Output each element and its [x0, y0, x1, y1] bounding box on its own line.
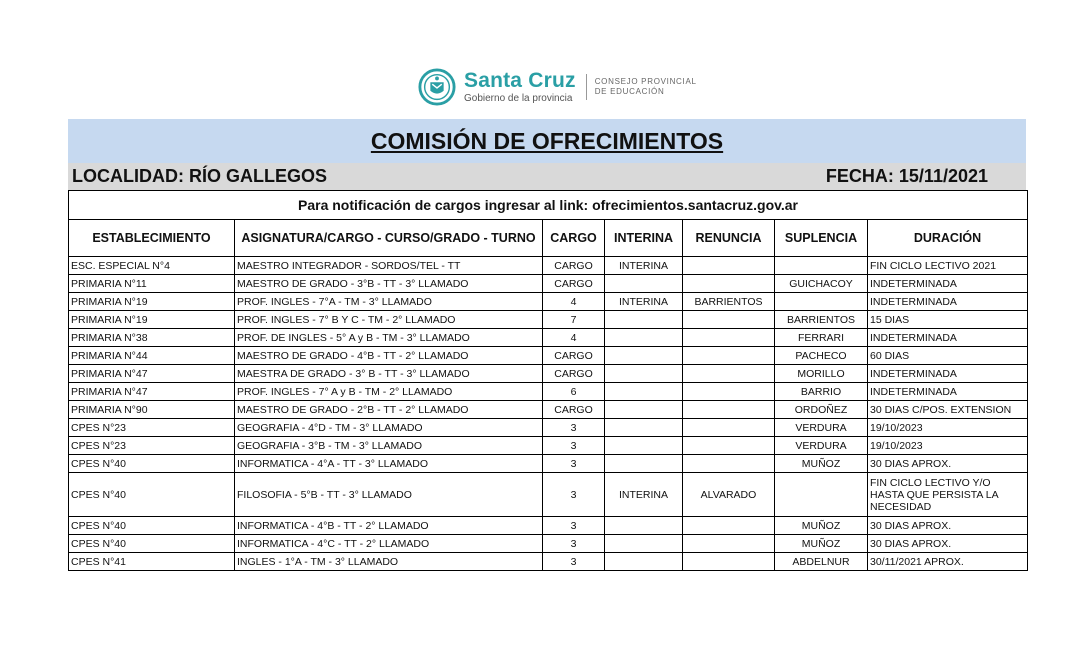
table-row	[69, 329, 1028, 347]
interina-cell: INTERINA	[605, 473, 683, 517]
renuncia-cell	[683, 455, 775, 473]
duracion-cell: INDETERMINADA	[868, 383, 1028, 401]
council-line-1: CONSEJO PROVINCIAL	[594, 77, 697, 86]
renuncia-cell	[683, 437, 775, 455]
date-label: FECHA: 15/11/2021	[825, 166, 988, 186]
establecimiento-cell: CPES N°23	[69, 419, 235, 437]
duracion-cell: INDETERMINADA	[868, 365, 1028, 383]
interina-cell	[605, 365, 683, 383]
table-row	[69, 275, 1028, 293]
interina-cell	[605, 347, 683, 365]
offers-table	[68, 190, 1028, 571]
asignatura-cell: PROF. INGLES - 7° A y B - TM - 2° LLAMADO	[235, 383, 543, 401]
interina-cell	[605, 401, 683, 419]
interina-cell: INTERINA	[605, 293, 683, 311]
table-row	[69, 419, 1028, 437]
asignatura-cell: MAESTRO DE GRADO - 4°B - TT - 2° LLAMADO	[235, 347, 543, 365]
col-header-asignatura: ASIGNATURA/CARGO - CURSO/GRADO - TURNO	[235, 220, 543, 257]
suplencia-cell: BARRIO	[775, 383, 868, 401]
table-header-row	[69, 220, 1028, 257]
duracion-cell: INDETERMINADA	[868, 329, 1028, 347]
suplencia-cell: FERRARI	[775, 329, 868, 347]
table-row	[69, 517, 1028, 535]
table-row	[69, 365, 1028, 383]
cargo-cell: CARGO	[543, 275, 605, 293]
establecimiento-cell: CPES N°40	[69, 455, 235, 473]
notice-row	[69, 191, 1028, 220]
cargo-cell: CARGO	[543, 365, 605, 383]
renuncia-cell	[683, 419, 775, 437]
provincial-emblem-icon	[418, 68, 456, 106]
table-row	[69, 347, 1028, 365]
title-bar	[68, 119, 1026, 163]
suplencia-cell: MUÑOZ	[775, 535, 868, 553]
cargo-cell: 4	[543, 329, 605, 347]
cargo-cell: 3	[543, 535, 605, 553]
renuncia-cell	[683, 275, 775, 293]
establecimiento-cell: PRIMARIA N°44	[69, 347, 235, 365]
asignatura-cell: MAESTRO DE GRADO - 2°B - TT - 2° LLAMADO	[235, 401, 543, 419]
establecimiento-cell: CPES N°41	[69, 553, 235, 571]
interina-cell: INTERINA	[605, 257, 683, 275]
brand-subtitle: Gobierno de la provincia	[464, 93, 573, 104]
establecimiento-cell: PRIMARIA N°47	[69, 383, 235, 401]
asignatura-cell: PROF. INGLES - 7° B Y C - TM - 2° LLAMADO	[235, 311, 543, 329]
table-row	[69, 293, 1028, 311]
col-header-duracion: DURACIÓN	[868, 220, 1028, 257]
duracion-cell: 30 DIAS APROX.	[868, 517, 1028, 535]
suplencia-cell: PACHECO	[775, 347, 868, 365]
duracion-cell: 60 DIAS	[868, 347, 1028, 365]
info-bar	[68, 163, 1026, 190]
suplencia-cell	[775, 293, 868, 311]
cargo-cell: CARGO	[543, 347, 605, 365]
interina-cell	[605, 419, 683, 437]
establecimiento-cell: CPES N°40	[69, 535, 235, 553]
renuncia-cell	[683, 257, 775, 275]
interina-cell	[605, 275, 683, 293]
duracion-cell: 30 DIAS C/POS. EXTENSION	[868, 401, 1028, 419]
brand-name: Santa Cruz	[464, 69, 576, 92]
suplencia-cell	[775, 257, 868, 275]
suplencia-cell: ABDELNUR	[775, 553, 868, 571]
establecimiento-cell: CPES N°23	[69, 437, 235, 455]
cargo-cell: 3	[543, 437, 605, 455]
asignatura-cell: INFORMATICA - 4°C - TT - 2° LLAMADO	[235, 535, 543, 553]
renuncia-cell	[683, 535, 775, 553]
suplencia-cell: MUÑOZ	[775, 455, 868, 473]
col-header-cargo: CARGO	[543, 220, 605, 257]
cargo-cell: 3	[543, 553, 605, 571]
asignatura-cell: PROF. DE INGLES - 5° A y B - TM - 3° LLAMADO	[235, 329, 543, 347]
document-title: COMISIÓN DE OFRECIMIENTOS	[370, 127, 724, 154]
table-row	[69, 437, 1028, 455]
renuncia-cell	[683, 517, 775, 535]
interina-cell	[605, 383, 683, 401]
suplencia-cell: GUICHACOY	[775, 275, 868, 293]
establecimiento-cell: ESC. ESPECIAL N°4	[69, 257, 235, 275]
suplencia-cell: VERDURA	[775, 419, 868, 437]
suplencia-cell: BARRIENTOS	[775, 311, 868, 329]
asignatura-cell: GEOGRAFIA - 4°D - TM - 3° LLAMADO	[235, 419, 543, 437]
cargo-cell: 3	[543, 517, 605, 535]
renuncia-cell	[683, 553, 775, 571]
establecimiento-cell: PRIMARIA N°11	[69, 275, 235, 293]
renuncia-cell: ALVARADO	[683, 473, 775, 517]
asignatura-cell: FILOSOFIA - 5°B - TT - 3° LLAMADO	[235, 473, 543, 517]
suplencia-cell: VERDURA	[775, 437, 868, 455]
cargo-cell: 6	[543, 383, 605, 401]
suplencia-cell	[775, 473, 868, 517]
cargo-cell: 3	[543, 473, 605, 517]
table-row	[69, 257, 1028, 275]
renuncia-cell: BARRIENTOS	[683, 293, 775, 311]
duracion-cell: INDETERMINADA	[868, 275, 1028, 293]
cargo-cell: 4	[543, 293, 605, 311]
duracion-cell: 19/10/2023	[868, 437, 1028, 455]
suplencia-cell: MORILLO	[775, 365, 868, 383]
duracion-cell: 30/11/2021 APROX.	[868, 553, 1028, 571]
cargo-cell: 3	[543, 419, 605, 437]
establecimiento-cell: CPES N°40	[69, 517, 235, 535]
table-row	[69, 455, 1028, 473]
renuncia-cell	[683, 365, 775, 383]
cargo-cell: 7	[543, 311, 605, 329]
establecimiento-cell: CPES N°40	[69, 473, 235, 517]
suplencia-cell: ORDOÑEZ	[775, 401, 868, 419]
cargo-cell: 3	[543, 455, 605, 473]
table-row	[69, 401, 1028, 419]
renuncia-cell	[683, 311, 775, 329]
table-row	[69, 553, 1028, 571]
col-header-suplencia: SUPLENCIA	[775, 220, 868, 257]
cargo-cell: CARGO	[543, 401, 605, 419]
asignatura-cell: MAESTRA DE GRADO - 3° B - TT - 3° LLAMADO	[235, 365, 543, 383]
asignatura-cell: INFORMATICA - 4°B - TT - 2° LLAMADO	[235, 517, 543, 535]
duracion-cell: 30 DIAS APROX.	[868, 455, 1028, 473]
establecimiento-cell: PRIMARIA N°19	[69, 293, 235, 311]
duracion-cell: INDETERMINADA	[868, 293, 1028, 311]
establecimiento-cell: PRIMARIA N°38	[69, 329, 235, 347]
duracion-cell: 15 DIAS	[868, 311, 1028, 329]
renuncia-cell	[683, 401, 775, 419]
table-row	[69, 311, 1028, 329]
establecimiento-cell: PRIMARIA N°90	[69, 401, 235, 419]
renuncia-cell	[683, 383, 775, 401]
interina-cell	[605, 455, 683, 473]
renuncia-cell	[683, 347, 775, 365]
establecimiento-cell: PRIMARIA N°19	[69, 311, 235, 329]
table-row	[69, 535, 1028, 553]
asignatura-cell: MAESTRO DE GRADO - 3°B - TT - 3° LLAMADO	[235, 275, 543, 293]
establecimiento-cell: PRIMARIA N°47	[69, 365, 235, 383]
col-header-interina: INTERINA	[605, 220, 683, 257]
asignatura-cell: PROF. INGLES - 7°A - TM - 3° LLAMADO	[235, 293, 543, 311]
logo-divider	[586, 74, 587, 100]
renuncia-cell	[683, 329, 775, 347]
cargo-cell: CARGO	[543, 257, 605, 275]
interina-cell	[605, 437, 683, 455]
duracion-cell: FIN CICLO LECTIVO 2021	[868, 257, 1028, 275]
suplencia-cell: MUÑOZ	[775, 517, 868, 535]
santa-cruz-logo	[418, 66, 697, 108]
interina-cell	[605, 329, 683, 347]
interina-cell	[605, 553, 683, 571]
council-line-2: DE EDUCACIÓN	[594, 87, 665, 96]
duracion-cell: 30 DIAS APROX.	[868, 535, 1028, 553]
asignatura-cell: MAESTRO INTEGRADOR - SORDOS/TEL - TT	[235, 257, 543, 275]
table-row	[69, 383, 1028, 401]
interina-cell	[605, 311, 683, 329]
asignatura-cell: INFORMATICA - 4°A - TT - 3° LLAMADO	[235, 455, 543, 473]
table-row	[69, 473, 1028, 517]
location-label: LOCALIDAD: RÍO GALLEGOS	[72, 166, 327, 186]
duracion-cell: FIN CICLO LECTIVO Y/O HASTA QUE PERSISTA LA NECESIDAD	[868, 473, 1028, 517]
asignatura-cell: INGLES - 1°A - TM - 3° LLAMADO	[235, 553, 543, 571]
asignatura-cell: GEOGRAFIA - 3°B - TM - 3° LLAMADO	[235, 437, 543, 455]
notice-text: Para notificación de cargos ingresar al link: ofrecimientos.santacruz.gov.ar	[69, 191, 1028, 220]
duracion-cell: 19/10/2023	[868, 419, 1028, 437]
interina-cell	[605, 517, 683, 535]
interina-cell	[605, 535, 683, 553]
col-header-establecimiento: ESTABLECIMIENTO	[69, 220, 235, 257]
col-header-renuncia: RENUNCIA	[683, 220, 775, 257]
